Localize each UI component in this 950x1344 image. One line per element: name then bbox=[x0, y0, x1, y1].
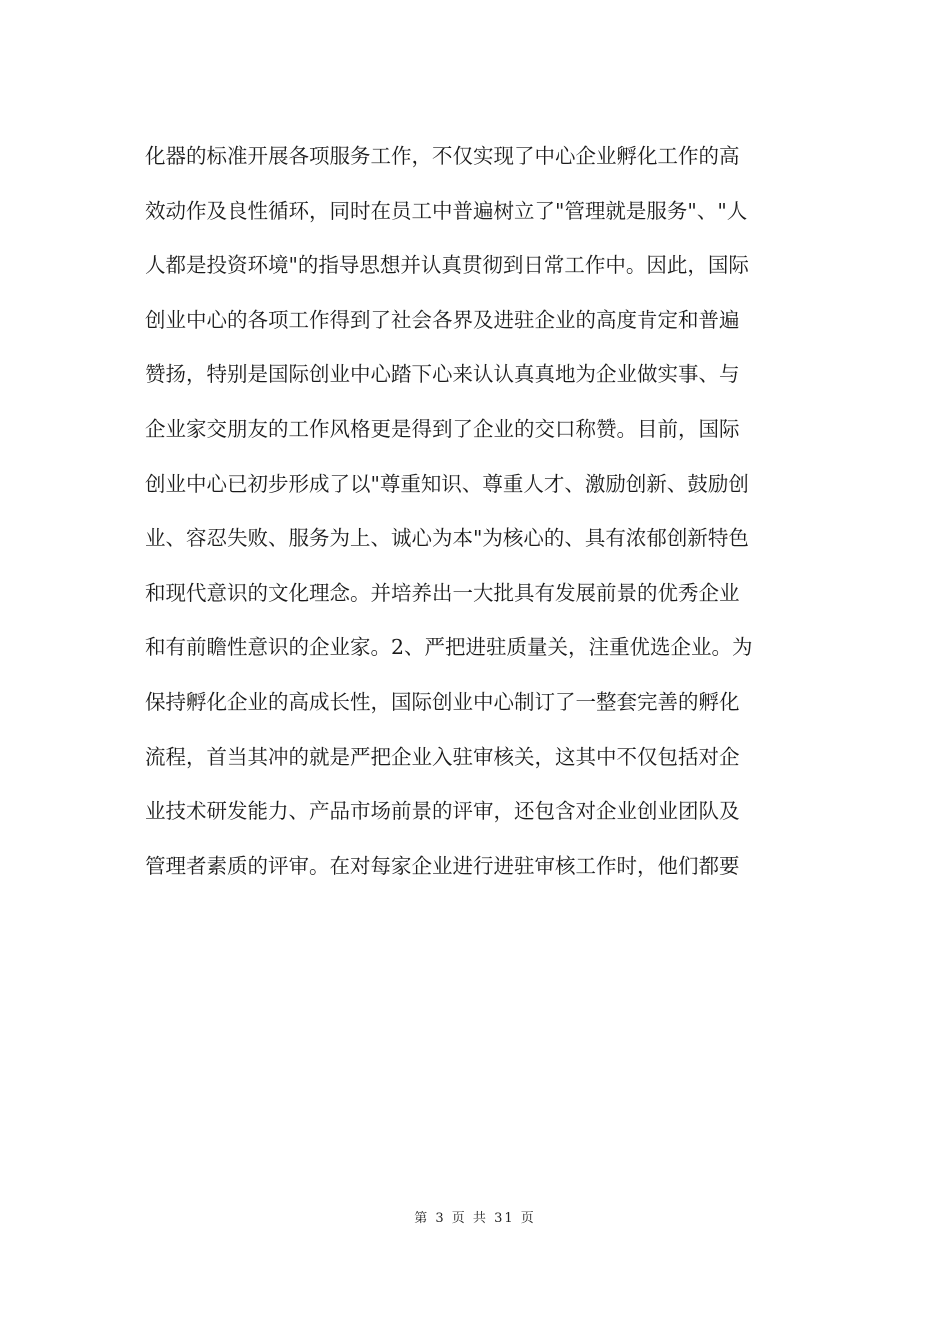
text-line: 流程，首当其冲的就是严把企业入驻审核关，这其中不仅包括对企 bbox=[145, 744, 740, 769]
current-page-number: 3 bbox=[435, 1211, 446, 1226]
text-line: 人都是投资环境"的指导思想并认真贯彻到日常工作中。因此，国际 bbox=[145, 253, 749, 278]
footer-suffix: 页 bbox=[520, 1211, 536, 1226]
text-line: 管理者素质的评审。在对每家企业进行进驻审核工作时，他们都要 bbox=[145, 853, 740, 878]
text-line: 保持孵化企业的高成长性，国际创业中心制订了一整套完善的孵化 bbox=[145, 689, 740, 714]
text-line: 创业中心已初步形成了以"尊重知识、尊重人才、激励创新、鼓励创 bbox=[145, 471, 749, 496]
page-footer bbox=[0, 1207, 950, 1226]
footer-prefix: 第 bbox=[414, 1211, 430, 1226]
text-line: 创业中心的各项工作得到了社会各界及进驻企业的高度肯定和普遍 bbox=[145, 307, 740, 332]
body-text bbox=[145, 134, 815, 898]
text-line: 化器的标准开展各项服务工作，不仅实现了中心企业孵化工作的高 bbox=[145, 144, 740, 168]
text-line: 和有前瞻性意识的企业家。2、严把进驻质量关，注重优选企业。为 bbox=[145, 635, 753, 660]
text-line: 赞扬，特别是国际创业中心踏下心来认认真真地为企业做实事、与 bbox=[145, 362, 740, 387]
text-line: 企业家交朋友的工作风格更是得到了企业的交口称赞。目前，国际 bbox=[145, 416, 740, 441]
text-line: 效动作及良性循环，同时在员工中普遍树立了"管理就是服务"、"人 bbox=[145, 198, 748, 223]
text-line: 和现代意识的文化理念。并培养出一大批具有发展前景的优秀企业 bbox=[145, 580, 740, 605]
text-line: 业、容忍失败、服务为上、诚心为本"为核心的、具有浓郁创新特色 bbox=[145, 526, 749, 551]
total-page-count: 31 bbox=[494, 1211, 515, 1226]
text-line: 业技术研发能力、产品市场前景的评审，还包含对企业创业团队及 bbox=[145, 799, 740, 824]
footer-middle: 页 共 bbox=[451, 1211, 488, 1226]
